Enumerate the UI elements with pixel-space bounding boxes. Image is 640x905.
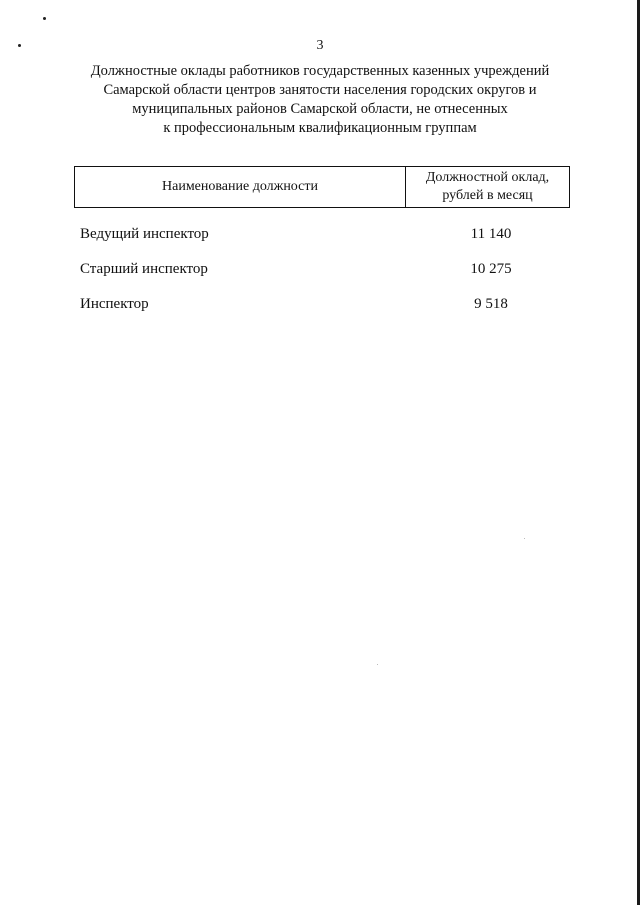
table-header — [74, 166, 570, 208]
table-body — [80, 226, 570, 331]
title-line: к профессиональным квалификационным группам — [163, 120, 477, 136]
row-salary: 11 140 — [470, 226, 512, 242]
row-position: Ведущий инспектор — [80, 226, 209, 242]
scan-speck — [43, 17, 46, 20]
title-line: муниципальных районов Самарской области, не отнесенных — [132, 101, 508, 117]
row-salary: 9 518 — [474, 296, 508, 312]
page-number: 3 — [316, 38, 324, 53]
row-position: Старший инспектор — [80, 261, 208, 277]
table-row — [80, 296, 570, 331]
header-salary-line: рублей в месяц — [442, 188, 533, 203]
title-line: Должностные оклады работников государственных казенных учреждений — [90, 63, 550, 79]
document-title — [60, 62, 580, 138]
table-row — [80, 226, 570, 261]
header-salary — [406, 167, 569, 207]
title-line: Самарской области центров занятости населения городских округов и — [103, 82, 537, 98]
row-position: Инспектор — [80, 296, 149, 312]
table-row — [80, 261, 570, 296]
scan-speck — [377, 664, 378, 665]
scan-speck — [524, 538, 525, 539]
row-salary: 10 275 — [470, 261, 512, 277]
header-salary-line: Должностной оклад, — [425, 170, 550, 185]
header-position-name: Наименование должности — [75, 167, 406, 207]
